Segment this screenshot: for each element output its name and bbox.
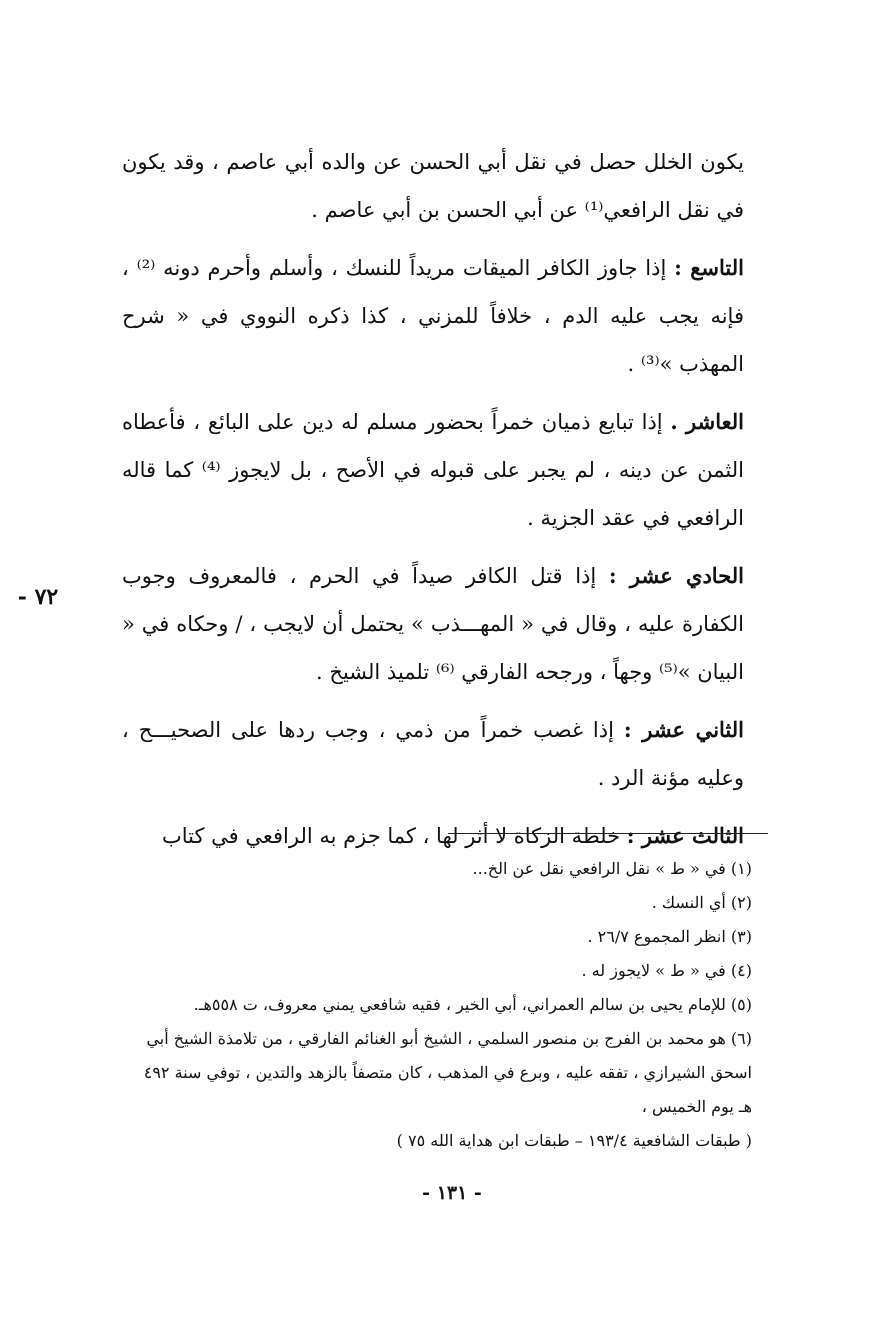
paragraph-text: إذا جاوز الكافر الميقات مريداً للنسك ، وأسلم وأحرم دونه ⁽²⁾ ، فإنه يجب عليه الدم ، خلافاً للمزني ، كذا ذكره النووي في « شرح المهذب »⁽³⁾ . (122, 256, 744, 376)
margin-page-reference: ٧٢ - (17, 584, 59, 610)
footnotes (140, 852, 752, 1158)
paragraph-1 (122, 138, 744, 234)
footnote-1: (١) في « ط » نقل الرافعي نقل عن الخ... (472, 859, 752, 878)
paragraph-5 (122, 706, 744, 802)
footnote-3: (٣) انظر المجموع ٢٦/٧ . (587, 927, 752, 946)
footnote-2: (٢) أي النسك . (651, 893, 752, 912)
paragraph-3 (122, 398, 744, 542)
footnote-source: ( طبقات الشافعية ١٩٣/٤ – طبقات ابن هداية الله ٧٥ ) (396, 1131, 752, 1150)
paragraph-heading: الثاني عشر : (623, 717, 745, 742)
paragraph-heading: الثالث عشر : (626, 823, 744, 848)
paragraph-heading: التاسع : (674, 255, 744, 280)
paragraph-text: يكون الخلل حصل في نقل أبي الحسن عن والده أبي عاصم ، وقد يكون في نقل الرافعي⁽¹⁾ عن أبي الحسن بن أبي عاصم . (122, 150, 744, 222)
page-number: - ١٣١ - (422, 1182, 482, 1204)
paragraph-text: خلطة الزكاة لا أثر لها ، كما جزم به الرافعي في كتاب (161, 824, 627, 848)
footnote-6: (٦) هو محمد بن الفرج بن منصور السلمي ، الشيخ أبو الغنائم الفارقي ، من تلامذة الشيخ أبي اسحق الشيرازي ، تفقه عليه ، وبرع في المذهب ، كان متصفاً بالزهد والتدين ، توفي سنة ٤٩٢ هـ يوم الخميس ، (143, 1029, 752, 1116)
footnote-4: (٤) في « ط » لايجوز له . (581, 961, 752, 980)
paragraph-heading: الحادي عشر : (608, 563, 744, 588)
main-text (122, 138, 744, 870)
footnote-5: (٥) للإمام يحيى بن سالم العمراني، أبي الخير ، فقيه شافعي يمني معروف، ت ٥٥٨هـ. (193, 995, 752, 1014)
paragraph-text: إذا قتل الكافر صيداً في الحرم ، فالمعروف وجوب الكفارة عليه ، وقال في « المهـــذب » يحتمل أن لايجب ، / وحكاه في « البيان »⁽⁵⁾ وجهاً ، ورجحه الفارقي ⁽⁶⁾ تلميذ الشيخ . (122, 564, 744, 684)
footnote-divider (448, 833, 768, 834)
paragraph-heading: العاشر . (670, 409, 744, 434)
paragraph-text: إذا تبايع ذميان خمراً بحضور مسلم له دين على البائع ، فأعطاه الثمن عن دينه ، لم يجبر على قبوله في الأصح ، بل لايجوز ⁽⁴⁾ كما قاله الرافعي في عقد الجزية . (122, 410, 745, 530)
paragraph-text: إذا غصب خمراً من ذمي ، وجب ردها على الصحيـــح ، وعليه مؤنة الرد . (122, 718, 744, 790)
paragraph-4 (122, 552, 744, 696)
paragraph-2 (122, 244, 744, 388)
